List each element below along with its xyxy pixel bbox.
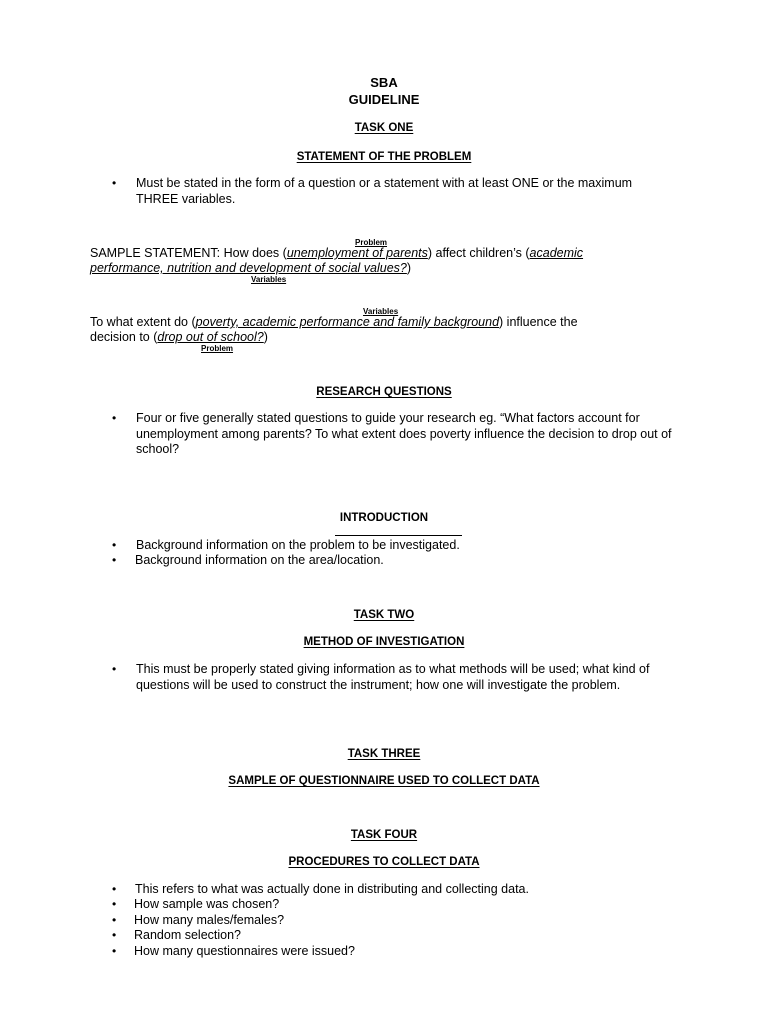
sample2-problem-label: Problem xyxy=(201,344,234,353)
bullet-icon: • xyxy=(112,662,117,676)
research-questions-bullet-text: Four or five generally stated questions to guide your research eg. “What factors account for unemployment among parents? To what extent does poverty influence the decision to drop out of school? xyxy=(136,411,672,456)
procedures-bullet-4: Random selection? xyxy=(134,928,242,942)
introduction-underline xyxy=(335,535,462,536)
bullet-icon: • xyxy=(112,913,117,927)
sample1-variables-part2: performance, nutrition and development of social values? xyxy=(90,261,407,275)
sample2-prefix: To what extent do ( xyxy=(90,315,196,329)
sample1-problem-text: unemployment of parents xyxy=(286,246,428,260)
sample1-middle: ) affect children’s ( xyxy=(427,246,530,260)
introduction-bullet-1: Background information on the problem to be investigated. xyxy=(136,538,460,552)
task-three-heading: TASK THREE xyxy=(347,748,421,760)
bullet-icon: • xyxy=(112,553,117,567)
sample1-variables-part1: academic xyxy=(529,246,584,260)
procedures-bullet-2: How sample was chosen? xyxy=(134,897,280,911)
bullet-icon: • xyxy=(112,176,117,190)
sample2-variables-label: Variables xyxy=(363,307,399,316)
doc-title-line1: SBA xyxy=(370,75,398,90)
sample-questionnaire-heading: SAMPLE OF QUESTIONNAIRE USED TO COLLECT DATA xyxy=(228,775,540,787)
bullet-icon: • xyxy=(112,882,117,896)
procedures-bullet-3: How many males/females? xyxy=(134,913,285,927)
method-of-investigation-heading: METHOD OF INVESTIGATION xyxy=(303,636,465,648)
sample2-suffix: ) xyxy=(263,330,268,344)
task-one-heading: TASK ONE xyxy=(354,122,414,134)
procedures-bullet-1: This refers to what was actually done in distributing and collecting data. xyxy=(135,882,529,896)
statement-bullet-text: Must be stated in the form of a question or a statement with at least ONE or the maximum THREE variables. xyxy=(136,176,633,206)
sample2-line2 xyxy=(90,330,268,346)
research-questions-heading: RESEARCH QUESTIONS xyxy=(316,386,452,398)
bullet-icon: • xyxy=(112,944,117,958)
task-four-heading: TASK FOUR xyxy=(350,829,418,841)
statement-of-problem-heading: STATEMENT OF THE PROBLEM xyxy=(296,151,472,163)
bullet-icon: • xyxy=(112,928,117,942)
sample2-line2-prefix: decision to ( xyxy=(90,330,158,344)
task-two-heading: TASK TWO xyxy=(353,609,415,621)
sample2-middle: ) influence the xyxy=(499,315,578,329)
sample2-variables-text: poverty, academic performance and family background xyxy=(195,315,500,329)
bullet-icon: • xyxy=(112,411,117,425)
bullet-icon: • xyxy=(112,897,117,911)
sample1-line1 xyxy=(90,246,583,262)
bullet-icon: • xyxy=(112,538,117,552)
introduction-heading: INTRODUCTION xyxy=(339,512,429,524)
sample1-variables-label: Variables xyxy=(251,275,287,284)
sample2-problem-text: drop out of school? xyxy=(157,330,264,344)
doc-title-line2: GUIDELINE xyxy=(348,92,420,107)
sample1-suffix: ) xyxy=(406,261,412,275)
sample1-prefix: SAMPLE STATEMENT: How does ( xyxy=(90,246,287,260)
procedures-heading: PROCEDURES TO COLLECT DATA xyxy=(288,856,480,868)
sample2-line1 xyxy=(90,315,578,331)
introduction-bullet-2: Background information on the area/location. xyxy=(135,553,384,567)
procedures-bullet-5: How many questionnaires were issued? xyxy=(134,944,355,958)
method-bullet-text: This must be properly stated giving information as to what methods will be used; what kind of questions will be used to construct the instrument; how one will investigate the problem. xyxy=(136,662,650,692)
sample1-problem-label: Problem xyxy=(355,238,388,247)
